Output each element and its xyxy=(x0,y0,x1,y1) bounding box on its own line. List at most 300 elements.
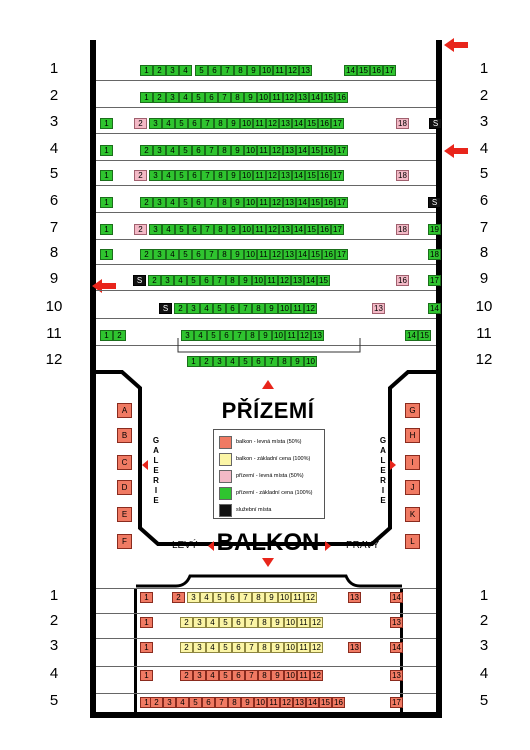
seat[interactable]: 2 xyxy=(148,275,161,286)
balcony-seat[interactable]: 4 xyxy=(206,670,219,681)
seat[interactable]: 8 xyxy=(214,118,227,129)
seat[interactable]: 3 xyxy=(166,65,179,76)
seat[interactable]: 7 xyxy=(213,275,226,286)
balcony-row-label-right: 1 xyxy=(479,587,489,604)
seat[interactable]: 12 xyxy=(283,92,296,103)
seat[interactable]: 2 xyxy=(134,224,147,235)
balcony-seat[interactable]: 8 xyxy=(228,697,241,708)
seat[interactable]: 6 xyxy=(200,275,213,286)
seat[interactable]: 16 xyxy=(318,224,331,235)
seat[interactable]: 14 xyxy=(296,249,309,260)
seat[interactable]: 15 xyxy=(309,197,322,208)
seat[interactable]: 11 xyxy=(285,330,298,341)
row-label-right: 1 xyxy=(479,60,489,77)
seat[interactable]: 7 xyxy=(218,92,231,103)
seat[interactable]: 4 xyxy=(166,197,179,208)
seat[interactable]: 15 xyxy=(418,330,431,341)
seat[interactable]: 3 xyxy=(213,356,226,367)
seat[interactable]: 9 xyxy=(227,224,240,235)
balcony-seat[interactable]: 8 xyxy=(252,592,265,603)
seat[interactable]: 15 xyxy=(322,92,335,103)
row-label-right: 12 xyxy=(475,351,493,368)
seat[interactable]: 9 xyxy=(239,275,252,286)
gallery-left-seat[interactable]: E xyxy=(117,507,132,522)
seat[interactable]: 2 xyxy=(134,118,147,129)
seat[interactable]: 4 xyxy=(166,145,179,156)
seat[interactable]: 3 xyxy=(153,197,166,208)
balcony-seat[interactable]: 5 xyxy=(213,592,226,603)
seat[interactable]: 1 xyxy=(140,92,153,103)
seat[interactable]: 6 xyxy=(208,65,221,76)
seat[interactable]: 5 xyxy=(207,330,220,341)
seat[interactable]: 2 xyxy=(174,303,187,314)
seat[interactable]: 7 xyxy=(201,118,214,129)
balcony-seat[interactable]: 4 xyxy=(206,642,219,653)
gallery-left-seat[interactable]: B xyxy=(117,428,132,443)
seat[interactable]: 18 xyxy=(396,118,409,129)
row-label-left: 10 xyxy=(45,298,63,315)
seat[interactable]: 16 xyxy=(318,170,331,181)
seat[interactable]: 3 xyxy=(149,118,162,129)
seat[interactable]: 7 xyxy=(233,330,246,341)
seat[interactable]: 17 xyxy=(331,224,344,235)
gallery-left-seat[interactable]: D xyxy=(117,480,132,495)
seat[interactable]: 17 xyxy=(335,145,348,156)
balcony-seat[interactable]: 9 xyxy=(241,697,254,708)
seat[interactable]: 4 xyxy=(162,224,175,235)
entrance-arrow-row4-right xyxy=(444,144,470,158)
seat[interactable]: 6 xyxy=(220,330,233,341)
seat[interactable]: 13 xyxy=(372,303,385,314)
seat[interactable]: 16 xyxy=(335,92,348,103)
seat[interactable]: 5 xyxy=(187,275,200,286)
seat[interactable]: 7 xyxy=(201,170,214,181)
seat[interactable]: 2 xyxy=(134,170,147,181)
seat[interactable]: 3 xyxy=(161,275,174,286)
seat[interactable]: 14 xyxy=(428,303,441,314)
balcony-seat[interactable]: 12 xyxy=(280,697,293,708)
seat[interactable]: 18 xyxy=(428,249,441,260)
seat[interactable]: 5 xyxy=(195,65,208,76)
seat[interactable]: 6 xyxy=(192,197,205,208)
balcony-seat[interactable]: 2 xyxy=(180,642,193,653)
seat[interactable]: 5 xyxy=(175,118,188,129)
balcony-seat[interactable]: 12 xyxy=(310,670,323,681)
seat[interactable]: 12 xyxy=(278,275,291,286)
balcony-seat[interactable]: 4 xyxy=(176,697,189,708)
row-label-left: 2 xyxy=(49,87,59,104)
seat[interactable]: 3 xyxy=(149,224,162,235)
balcony-seat[interactable]: 1 xyxy=(140,642,153,653)
seat[interactable]: 9 xyxy=(227,118,240,129)
seat[interactable]: 15 xyxy=(357,65,370,76)
seat[interactable]: 13 xyxy=(291,275,304,286)
seat[interactable]: 4 xyxy=(194,330,207,341)
seat[interactable]: 11 xyxy=(257,197,270,208)
seat[interactable]: 10 xyxy=(244,145,257,156)
seat[interactable]: 8 xyxy=(252,303,265,314)
balcony-seat[interactable]: 13 xyxy=(348,592,361,603)
balcony-seat[interactable]: 12 xyxy=(310,617,323,628)
seat[interactable]: 10 xyxy=(240,170,253,181)
balcony-seat[interactable]: 1 xyxy=(140,697,153,708)
gallery-right-seat[interactable]: K xyxy=(405,507,420,522)
seat[interactable]: 3 xyxy=(149,170,162,181)
seat[interactable]: S xyxy=(429,118,442,129)
balcony-seat[interactable]: 8 xyxy=(258,642,271,653)
seat[interactable]: 5 xyxy=(179,197,192,208)
seat[interactable]: 14 xyxy=(292,224,305,235)
balcony-seat[interactable]: 9 xyxy=(271,642,284,653)
gallery-label-letter: L xyxy=(153,456,159,465)
balcony-seat[interactable]: 7 xyxy=(215,697,228,708)
seat[interactable]: 2 xyxy=(200,356,213,367)
seat[interactable]: 8 xyxy=(226,275,239,286)
seat[interactable]: 4 xyxy=(179,92,192,103)
balcony-seat[interactable]: 2 xyxy=(180,670,193,681)
balcony-seat[interactable]: 2 xyxy=(150,697,163,708)
gallery-label-letter: R xyxy=(153,476,159,485)
seat[interactable]: 12 xyxy=(304,303,317,314)
seat[interactable]: 1 xyxy=(100,330,113,341)
balcony-seat[interactable]: 3 xyxy=(193,617,206,628)
seat[interactable]: 10 xyxy=(240,224,253,235)
seat[interactable]: 17 xyxy=(335,197,348,208)
seat[interactable]: 8 xyxy=(218,249,231,260)
seat[interactable]: 11 xyxy=(253,224,266,235)
seat[interactable]: 8 xyxy=(278,356,291,367)
left-gallery-arrow xyxy=(142,460,148,470)
seat[interactable]: 1 xyxy=(100,197,113,208)
seat[interactable]: 6 xyxy=(188,118,201,129)
balcony-seat[interactable]: 2 xyxy=(180,617,193,628)
balcony-seat[interactable]: 6 xyxy=(232,642,245,653)
seat[interactable]: 10 xyxy=(278,303,291,314)
balcony-seat[interactable]: 1 xyxy=(140,592,153,603)
balcony-seat[interactable]: 3 xyxy=(187,592,200,603)
seat[interactable]: 12 xyxy=(298,330,311,341)
seat[interactable]: 1 xyxy=(100,145,113,156)
seat[interactable]: 12 xyxy=(266,224,279,235)
seat[interactable]: 15 xyxy=(309,249,322,260)
seat[interactable]: 9 xyxy=(265,303,278,314)
seat[interactable]: 13 xyxy=(311,330,324,341)
seat[interactable]: 16 xyxy=(318,118,331,129)
seat[interactable]: 16 xyxy=(370,65,383,76)
seat[interactable]: 2 xyxy=(153,92,166,103)
seat[interactable]: 15 xyxy=(317,275,330,286)
seat[interactable]: 7 xyxy=(221,65,234,76)
balcony-seat[interactable]: 10 xyxy=(254,697,267,708)
balcony-seat[interactable]: 5 xyxy=(219,642,232,653)
seat[interactable]: 8 xyxy=(218,197,231,208)
seat[interactable]: 2 xyxy=(113,330,126,341)
seat[interactable]: 6 xyxy=(188,170,201,181)
seat[interactable]: 3 xyxy=(187,303,200,314)
seat[interactable]: 6 xyxy=(188,224,201,235)
balcony-seat[interactable]: 9 xyxy=(271,617,284,628)
seat[interactable]: 15 xyxy=(305,170,318,181)
seat[interactable]: 16 xyxy=(322,145,335,156)
gallery-left-seat[interactable]: C xyxy=(117,455,132,470)
balcony-seat[interactable]: 6 xyxy=(226,592,239,603)
seat[interactable]: S xyxy=(159,303,172,314)
seat[interactable]: 5 xyxy=(179,145,192,156)
balcony-seat[interactable]: 10 xyxy=(284,642,297,653)
seat[interactable]: 4 xyxy=(226,356,239,367)
seat[interactable]: 8 xyxy=(234,65,247,76)
seat[interactable]: 4 xyxy=(162,118,175,129)
seat[interactable]: 11 xyxy=(265,275,278,286)
seat[interactable]: 8 xyxy=(218,145,231,156)
balcony-seat[interactable]: 10 xyxy=(284,617,297,628)
seat[interactable]: 15 xyxy=(305,118,318,129)
seat[interactable]: 11 xyxy=(257,249,270,260)
balcony-seat[interactable]: 9 xyxy=(265,592,278,603)
balcony-seat[interactable]: 6 xyxy=(232,617,245,628)
seat[interactable]: 15 xyxy=(309,145,322,156)
seat[interactable]: 7 xyxy=(239,303,252,314)
seat[interactable]: 5 xyxy=(213,303,226,314)
seat[interactable]: 1 xyxy=(100,224,113,235)
seat[interactable]: 11 xyxy=(253,170,266,181)
seat[interactable]: 2 xyxy=(140,145,153,156)
seat[interactable]: 4 xyxy=(179,65,192,76)
seat[interactable]: 6 xyxy=(205,92,218,103)
seat[interactable]: 10 xyxy=(304,356,317,367)
seat[interactable]: 7 xyxy=(205,197,218,208)
seat[interactable]: 14 xyxy=(304,275,317,286)
balcony-seat[interactable]: 12 xyxy=(304,592,317,603)
balcony-seat[interactable]: 1 xyxy=(140,617,153,628)
seat[interactable]: 5 xyxy=(239,356,252,367)
seat[interactable]: 2 xyxy=(140,249,153,260)
seat[interactable]: 14 xyxy=(292,170,305,181)
seat[interactable]: 6 xyxy=(192,249,205,260)
balcony-seat[interactable]: 12 xyxy=(310,642,323,653)
gallery-left-seat[interactable]: F xyxy=(117,534,132,549)
seat[interactable]: 13 xyxy=(283,145,296,156)
balcony-seat[interactable]: 16 xyxy=(332,697,345,708)
gallery-right-seat[interactable]: L xyxy=(405,534,420,549)
seat[interactable]: 16 xyxy=(322,197,335,208)
seat[interactable]: 3 xyxy=(181,330,194,341)
seat[interactable]: 13 xyxy=(279,118,292,129)
balcony-seat[interactable]: 11 xyxy=(297,617,310,628)
balcony-seat[interactable]: 11 xyxy=(297,642,310,653)
seat[interactable]: S xyxy=(428,197,441,208)
balcony-seat[interactable]: 1 xyxy=(140,670,153,681)
seat[interactable]: 15 xyxy=(305,224,318,235)
seat[interactable]: 16 xyxy=(322,249,335,260)
balcony-seat[interactable]: 11 xyxy=(267,697,280,708)
balcony-seat[interactable]: 14 xyxy=(390,592,403,603)
gallery-label-letter: A xyxy=(153,446,159,455)
seat[interactable]: 9 xyxy=(227,170,240,181)
seat[interactable]: 13 xyxy=(279,224,292,235)
balcony-seat[interactable]: 9 xyxy=(271,670,284,681)
balcony-seat[interactable]: 11 xyxy=(291,592,304,603)
seat[interactable]: 8 xyxy=(231,92,244,103)
balcony-seat[interactable]: 3 xyxy=(193,670,206,681)
balcony-seat[interactable]: 6 xyxy=(232,670,245,681)
seat[interactable]: 13 xyxy=(283,249,296,260)
seat[interactable]: S xyxy=(133,275,146,286)
seat[interactable]: 13 xyxy=(279,170,292,181)
balcony-seat[interactable]: 14 xyxy=(306,697,319,708)
seat[interactable]: 17 xyxy=(331,118,344,129)
gallery-right-seat[interactable]: I xyxy=(405,455,420,470)
seat[interactable]: 1 xyxy=(140,65,153,76)
seat[interactable]: 13 xyxy=(283,197,296,208)
balcony-seat[interactable]: 3 xyxy=(163,697,176,708)
balcony-seat[interactable]: 7 xyxy=(245,617,258,628)
seat[interactable]: 1 xyxy=(100,118,113,129)
balcony-seat[interactable]: 8 xyxy=(258,670,271,681)
seat[interactable]: 14 xyxy=(309,92,322,103)
balcony-seat[interactable]: 8 xyxy=(258,617,271,628)
balcony-seat[interactable]: 7 xyxy=(245,670,258,681)
balcony-seat[interactable]: 7 xyxy=(245,642,258,653)
seat[interactable]: 4 xyxy=(162,170,175,181)
seat[interactable]: 9 xyxy=(231,145,244,156)
seat[interactable]: 8 xyxy=(214,170,227,181)
seat[interactable]: 6 xyxy=(192,145,205,156)
seat[interactable]: 11 xyxy=(291,303,304,314)
seat[interactable]: 11 xyxy=(257,145,270,156)
seat[interactable]: 12 xyxy=(270,145,283,156)
seat[interactable]: 14 xyxy=(296,197,309,208)
seat[interactable]: 18 xyxy=(396,170,409,181)
seat[interactable]: 12 xyxy=(270,249,283,260)
balcony-label: BALKON xyxy=(216,529,320,556)
seat[interactable]: 6 xyxy=(226,303,239,314)
balcony-seat[interactable]: 4 xyxy=(200,592,213,603)
seat[interactable]: 17 xyxy=(335,249,348,260)
seat[interactable]: 1 xyxy=(100,249,113,260)
balcony-seat[interactable]: 5 xyxy=(219,670,232,681)
seat[interactable]: 13 xyxy=(299,65,312,76)
seat[interactable]: 9 xyxy=(259,330,272,341)
seat[interactable]: 1 xyxy=(187,356,200,367)
seat[interactable]: 4 xyxy=(166,249,179,260)
seat[interactable]: 12 xyxy=(270,197,283,208)
seat[interactable]: 5 xyxy=(175,170,188,181)
balcony-seat[interactable]: 3 xyxy=(193,642,206,653)
seat[interactable]: 14 xyxy=(344,65,357,76)
seat[interactable]: 18 xyxy=(396,224,409,235)
seat[interactable]: 7 xyxy=(201,224,214,235)
seat[interactable]: 12 xyxy=(266,118,279,129)
seat[interactable]: 12 xyxy=(286,65,299,76)
seat[interactable]: 2 xyxy=(140,197,153,208)
seat[interactable]: 10 xyxy=(244,249,257,260)
seat[interactable]: 5 xyxy=(179,249,192,260)
seat[interactable]: 14 xyxy=(405,330,418,341)
seat[interactable]: 10 xyxy=(240,118,253,129)
row-divider xyxy=(96,133,436,134)
seat[interactable]: 11 xyxy=(270,92,283,103)
seat[interactable]: 7 xyxy=(265,356,278,367)
seat[interactable]: 14 xyxy=(296,145,309,156)
seat[interactable]: 9 xyxy=(231,249,244,260)
row-label-left: 12 xyxy=(45,351,63,368)
balcony-seat[interactable]: 13 xyxy=(390,670,403,681)
balcony-seat[interactable]: 15 xyxy=(319,697,332,708)
gallery-right-seat[interactable]: H xyxy=(405,428,420,443)
seat[interactable]: 16 xyxy=(396,275,409,286)
seat[interactable]: 17 xyxy=(331,170,344,181)
seat[interactable]: 17 xyxy=(428,275,441,286)
balcony-seat[interactable]: 10 xyxy=(284,670,297,681)
seat[interactable]: 8 xyxy=(246,330,259,341)
balcony-seat[interactable]: 13 xyxy=(293,697,306,708)
seat[interactable]: 1 xyxy=(100,170,113,181)
seat[interactable]: 3 xyxy=(153,145,166,156)
balcony-seat[interactable]: 11 xyxy=(297,670,310,681)
seat[interactable]: 9 xyxy=(291,356,304,367)
balcony-seat[interactable]: 13 xyxy=(390,617,403,628)
balcony-seat[interactable]: 10 xyxy=(278,592,291,603)
seat[interactable]: 12 xyxy=(266,170,279,181)
seat[interactable]: 10 xyxy=(252,275,265,286)
seat[interactable]: 8 xyxy=(214,224,227,235)
seat[interactable]: 10 xyxy=(260,65,273,76)
balcony-seat[interactable]: 5 xyxy=(219,617,232,628)
seat[interactable]: 3 xyxy=(153,249,166,260)
seat[interactable]: 5 xyxy=(175,224,188,235)
balcony-seat[interactable]: 7 xyxy=(239,592,252,603)
balcony-row-label-left: 4 xyxy=(49,665,59,682)
balcony-row-divider xyxy=(96,638,436,639)
balcony-seat[interactable]: 2 xyxy=(172,592,185,603)
seat[interactable]: 4 xyxy=(174,275,187,286)
gallery-right-seat[interactable]: J xyxy=(405,480,420,495)
seat[interactable]: 2 xyxy=(153,65,166,76)
seat[interactable]: 11 xyxy=(273,65,286,76)
seat[interactable]: 10 xyxy=(272,330,285,341)
seat[interactable]: 9 xyxy=(247,65,260,76)
seat[interactable]: 6 xyxy=(252,356,265,367)
balcony-seat[interactable]: 14 xyxy=(390,642,403,653)
seat[interactable]: 11 xyxy=(253,118,266,129)
seat[interactable]: 3 xyxy=(166,92,179,103)
seat[interactable]: 10 xyxy=(244,197,257,208)
seat[interactable]: 17 xyxy=(383,65,396,76)
seat[interactable]: 7 xyxy=(205,145,218,156)
row-label-right: 11 xyxy=(476,325,492,342)
balcony-seat[interactable]: 6 xyxy=(202,697,215,708)
balcony-left-inner-wall xyxy=(134,588,137,714)
seat[interactable]: 13 xyxy=(296,92,309,103)
seat[interactable]: 9 xyxy=(231,197,244,208)
seat[interactable]: 19 xyxy=(428,224,441,235)
seat[interactable]: 10 xyxy=(257,92,270,103)
seat[interactable]: 7 xyxy=(205,249,218,260)
seat[interactable]: 5 xyxy=(192,92,205,103)
balcony-row-label-right: 3 xyxy=(479,637,489,654)
balcony-seat[interactable]: 4 xyxy=(206,617,219,628)
balcony-seat[interactable]: 17 xyxy=(390,697,403,708)
gallery-right-seat[interactable]: G xyxy=(405,403,420,418)
legend-text: přízemí - levná místa (50%) xyxy=(236,473,304,479)
seat[interactable]: 4 xyxy=(200,303,213,314)
seat[interactable]: 9 xyxy=(244,92,257,103)
gallery-left-seat[interactable]: A xyxy=(117,403,132,418)
balcony-seat[interactable]: 5 xyxy=(189,697,202,708)
balcony-seat[interactable]: 13 xyxy=(348,642,361,653)
seat[interactable]: 14 xyxy=(292,118,305,129)
